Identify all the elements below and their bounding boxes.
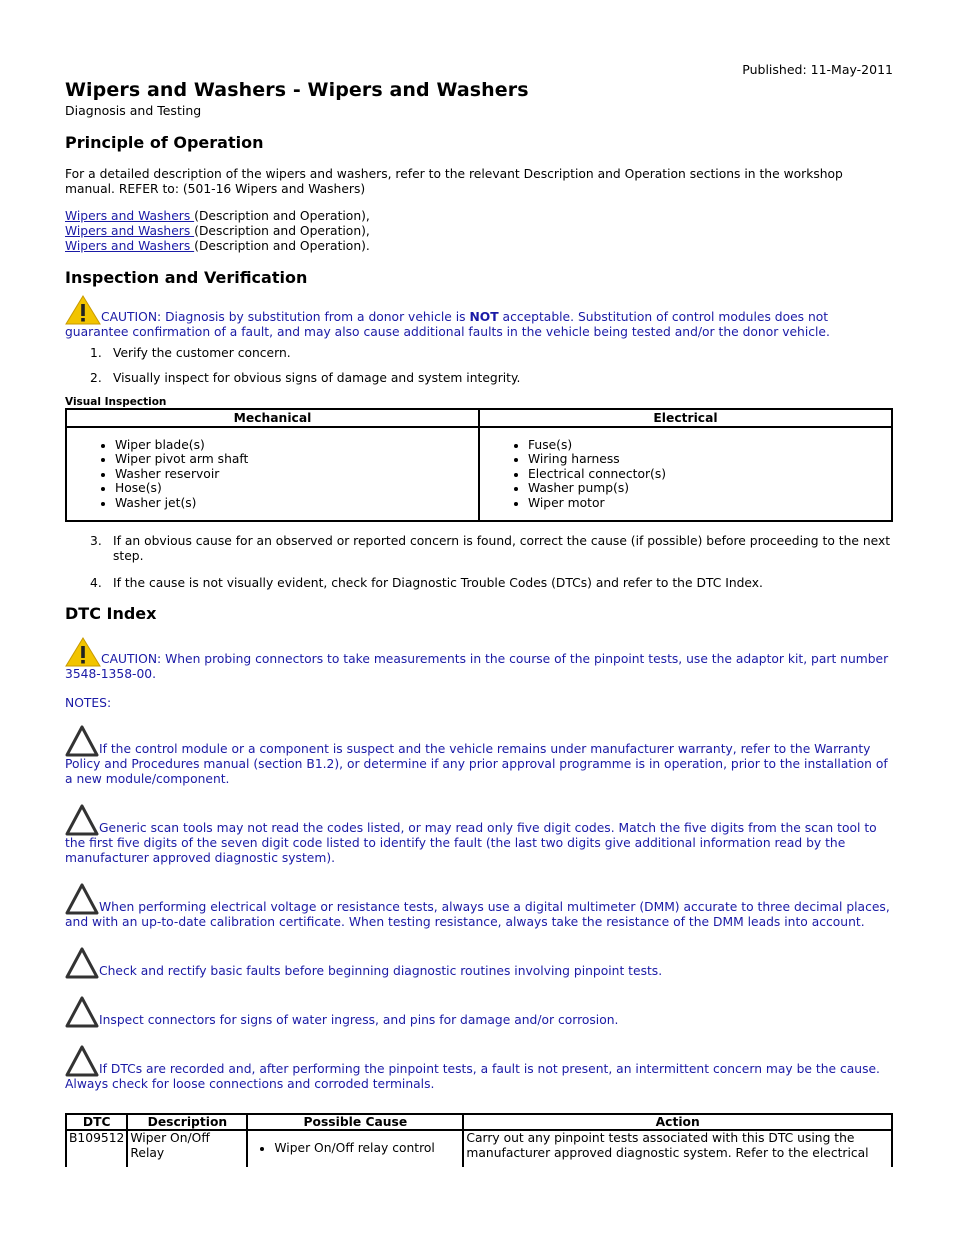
mechanical-list xyxy=(71,438,474,510)
notes-label: NOTES: xyxy=(65,696,112,711)
electrical-cell xyxy=(479,427,892,521)
list-item: • Wiper pivot arm shaft xyxy=(115,452,474,466)
note-text: If the control module or a component is suspect and the vehicle remains under manufacturer warranty, refer to the Warranty Policy and Procedures manual (section B1.2), or determine if any prior approval programme is in operation, prior to the installation of a new module/component. xyxy=(65,742,888,787)
caution-emphasis: NOT xyxy=(469,310,499,324)
step-text: If the cause is not visually evident, check for Diagnostic Trouble Codes (DTCs) and refer to the DTC Index. xyxy=(113,576,763,591)
step-number: 4. xyxy=(90,576,102,591)
note-triangle-icon xyxy=(65,883,99,915)
list-item: • Wiper blade(s) xyxy=(115,438,474,452)
column-header-electrical: Electrical xyxy=(479,409,892,427)
page-subtitle: Diagnosis and Testing xyxy=(65,103,202,118)
verification-steps xyxy=(65,346,893,386)
column-header-description: Description xyxy=(127,1114,247,1130)
published-date: Published: 11-May-2011 xyxy=(742,62,893,77)
warning-triangle-icon xyxy=(65,637,101,667)
list-item: • Washer pump(s) xyxy=(528,481,887,495)
step-number: 3. xyxy=(90,534,102,549)
warning-triangle-icon xyxy=(65,295,101,325)
step-text: If an obvious cause for an observed or reported concern is found, correct the cause (if possible) before proceeding to the next step. xyxy=(113,534,891,564)
column-header-dtc: DTC xyxy=(66,1114,127,1130)
caution-text: CAUTION: When probing connectors to take measurements in the course of the pinpoint tests, use the adaptor kit, part number 3548-1358-00. xyxy=(65,652,889,682)
list-item: • Wiring harness xyxy=(528,452,887,466)
caution-text-continued: acceptable. Substitution of control modules does not guarantee confirmation of a fault, and may also cause additional faults in the vehicle being tested and/or the donor vehicle. xyxy=(65,310,830,339)
note-triangle-icon xyxy=(65,996,99,1028)
list-item: • Wiper motor xyxy=(528,496,887,510)
reference-line xyxy=(65,209,893,224)
page-title: Wipers and Washers - Wipers and Washers xyxy=(65,79,529,101)
reference-line xyxy=(65,224,893,239)
dtc-action-cell: Carry out any pinpoint tests associated with this DTC using the manufacturer approved diagnostic system. Refer to the electrical xyxy=(463,1130,892,1167)
electrical-list xyxy=(484,438,887,510)
note-item xyxy=(65,883,893,930)
step-number: 2. xyxy=(90,371,102,385)
step-item xyxy=(65,534,893,564)
principle-paragraph: For a detailed description of the wipers and washers, refer to the relevant Description and Operation sections in the workshop manual. REFER to: (501-16 Wipers and Washers) xyxy=(65,167,843,196)
dtc-code-cell: B109512 xyxy=(66,1130,127,1167)
step-text: Visually inspect for obvious signs of damage and system integrity. xyxy=(113,371,521,385)
reference-text: (Description and Operation), xyxy=(194,224,370,238)
principle-heading: Principle of Operation xyxy=(65,133,264,152)
list-item: • Electrical connector(s) xyxy=(528,467,887,481)
note-triangle-icon xyxy=(65,947,99,979)
note-item xyxy=(65,1045,893,1092)
note-item xyxy=(65,947,893,979)
table-header-row xyxy=(66,409,892,427)
caution-text: CAUTION: Diagnosis by substitution from a donor vehicle is xyxy=(101,310,470,324)
caution-probing xyxy=(65,637,893,682)
table-header-row xyxy=(66,1114,892,1130)
note-text: Inspect connectors for signs of water ingress, and pins for damage and/or corrosion. xyxy=(99,1013,619,1028)
inspection-heading: Inspection and Verification xyxy=(65,268,308,287)
caution-substitution xyxy=(65,295,893,340)
dtc-description-cell: Wiper On/Off Relay xyxy=(127,1130,247,1167)
list-item: • Fuse(s) xyxy=(528,438,887,452)
note-triangle-icon xyxy=(65,804,99,836)
notes-list xyxy=(65,725,893,1092)
document-page xyxy=(65,62,893,1167)
table-row xyxy=(66,427,892,521)
note-text: If DTCs are recorded and, after performing the pinpoint tests, a fault is not present, an intermittent concern may be the cause. Always check for loose connections and corroded terminals. xyxy=(65,1062,880,1092)
dtc-table xyxy=(65,1113,893,1167)
reference-link[interactable]: Wipers and Washers xyxy=(65,224,195,238)
dtc-cause-cell xyxy=(247,1130,463,1167)
note-item xyxy=(65,725,893,787)
column-header-possible-cause: Possible Cause xyxy=(247,1114,463,1130)
reference-link[interactable]: Wipers and Washers xyxy=(65,209,195,223)
note-text: Generic scan tools may not read the codes listed, or may read only five digit codes. Match the five digits from the scan tool to the first five digits of the seven digit code listed to identify the fault (the last two digits give additional information read by the manufacturer approved diagnostic system). xyxy=(65,821,877,866)
dtc-index-heading: DTC Index xyxy=(65,604,157,624)
step-number: 1. xyxy=(90,346,102,360)
reference-text: (Description and Operation). xyxy=(194,239,370,253)
reference-link[interactable]: Wipers and Washers xyxy=(65,239,195,253)
step-item xyxy=(65,371,893,386)
reference-text: (Description and Operation), xyxy=(194,209,370,223)
column-header-action: Action xyxy=(463,1114,892,1130)
visual-inspection-table xyxy=(65,408,893,522)
note-item xyxy=(65,996,893,1028)
mechanical-cell xyxy=(66,427,479,521)
step-item xyxy=(65,346,893,361)
note-item xyxy=(65,804,893,866)
table-row xyxy=(66,1130,892,1167)
step-item xyxy=(65,576,893,591)
note-triangle-icon xyxy=(65,1045,99,1077)
verification-steps-continued xyxy=(65,534,893,591)
reference-links xyxy=(65,209,893,254)
visual-inspection-title: Visual Inspection xyxy=(65,396,167,408)
step-text: Verify the customer concern. xyxy=(113,346,291,360)
note-text: Check and rectify basic faults before beginning diagnostic routines involving pinpoint tests. xyxy=(99,964,663,979)
reference-line xyxy=(65,239,893,254)
list-item: • Wiper On/Off relay control xyxy=(274,1141,460,1156)
note-triangle-icon xyxy=(65,725,99,757)
cause-list xyxy=(250,1141,460,1156)
column-header-mechanical: Mechanical xyxy=(66,409,479,427)
note-text: When performing electrical voltage or resistance tests, always use a digital multimeter (DMM) accurate to three decimal places, and with an up-to-date calibration certificate. When testing resistance, always take the resistance of the DMM leads into account. xyxy=(65,900,890,930)
list-item: • Washer jet(s) xyxy=(115,496,474,510)
list-item: • Washer reservoir xyxy=(115,467,474,481)
list-item: • Hose(s) xyxy=(115,481,474,495)
